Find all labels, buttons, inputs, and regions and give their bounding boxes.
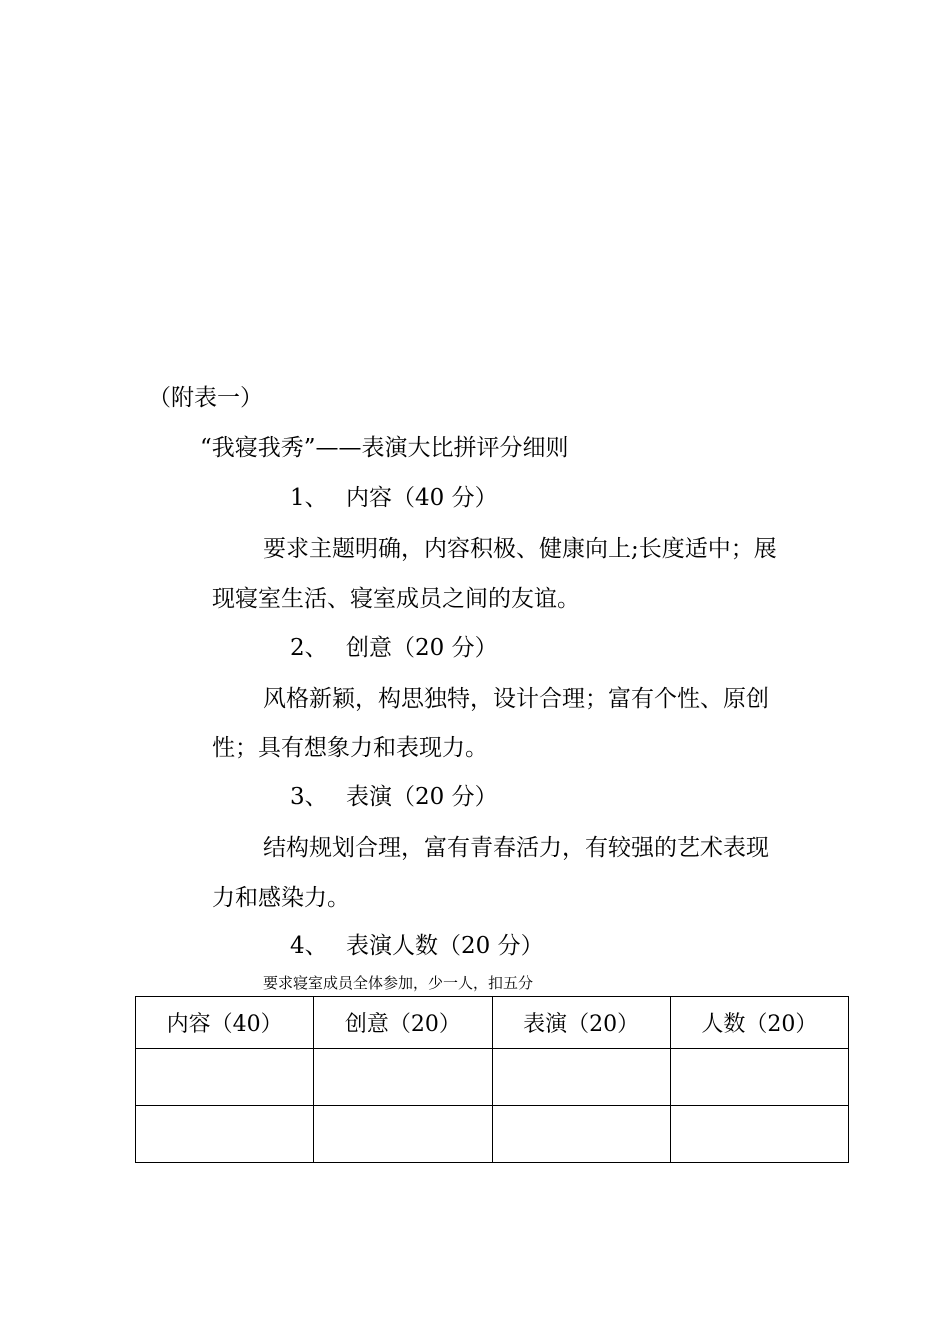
section-body-line: 结构规划合理，富有青春活力，有较强的艺术表现	[263, 835, 769, 861]
appendix-label: （附表一）	[148, 385, 263, 411]
table-cell	[492, 1049, 670, 1106]
section-heading-creativity	[290, 633, 498, 663]
table-header-cell: 人数（20）	[670, 997, 848, 1049]
section-title: 创意（20 分）	[346, 635, 498, 661]
table-cell	[136, 1049, 314, 1106]
table-header-row	[136, 997, 849, 1049]
table-cell	[314, 1106, 492, 1163]
table-cell	[492, 1106, 670, 1163]
score-table	[135, 996, 849, 1163]
document-title: “我寝我秀”——表演大比拼评分细则	[200, 435, 569, 461]
section-title: 表演人数（20 分）	[346, 933, 544, 959]
table-row	[136, 1106, 849, 1163]
section-heading-content	[290, 483, 498, 513]
table-cell	[136, 1106, 314, 1163]
section-title: 内容（40 分）	[346, 485, 498, 511]
section-body-line: 现寝室生活、寝室成员之间的友谊。	[212, 586, 580, 612]
section-number: 4、	[290, 933, 328, 959]
section-body-line: 风格新颖，构思独特，设计合理；富有个性、原创	[263, 686, 769, 712]
section-number: 1、	[290, 485, 328, 511]
section-body-line: 要求主题明确，内容积极、健康向上;长度适中；展	[263, 536, 777, 562]
section-heading-performance	[290, 782, 498, 812]
section-number: 2、	[290, 635, 328, 661]
table-row	[136, 1049, 849, 1106]
table-header-cell: 内容（40）	[136, 997, 314, 1049]
section-body-line: 性；具有想象力和表现力。	[212, 735, 488, 761]
section-note: 要求寝室成员全体参加，少一人，扣五分	[263, 974, 534, 992]
table-cell	[670, 1106, 848, 1163]
section-number: 3、	[290, 784, 328, 810]
section-body-line: 力和感染力。	[212, 885, 350, 911]
table-cell	[670, 1049, 848, 1106]
table-header-cell: 创意（20）	[314, 997, 492, 1049]
section-heading-headcount	[290, 931, 544, 961]
table-header-cell: 表演（20）	[492, 997, 670, 1049]
table-cell	[314, 1049, 492, 1106]
section-title: 表演（20 分）	[346, 784, 498, 810]
